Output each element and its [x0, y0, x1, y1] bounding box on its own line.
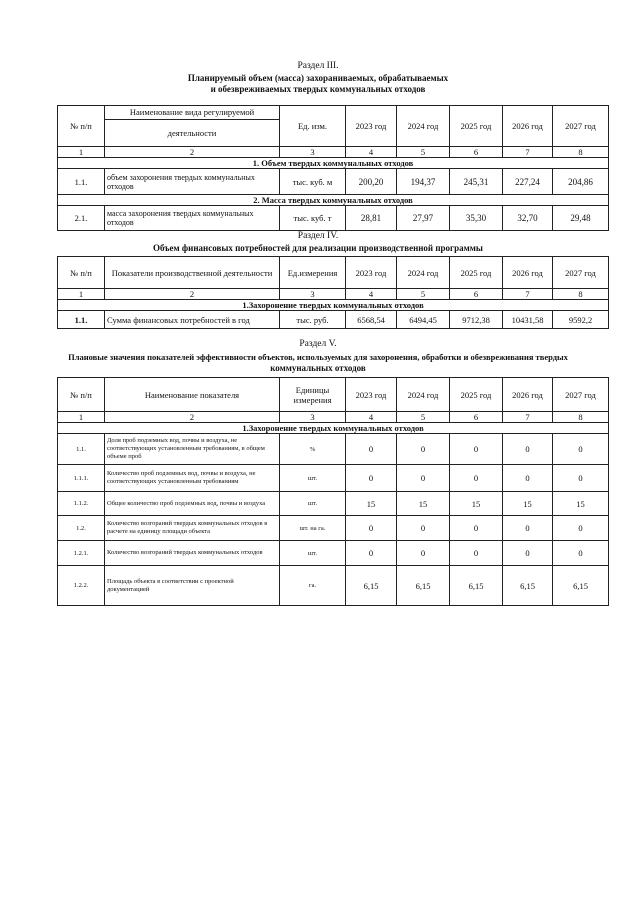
row-num: 1.1.: [58, 434, 105, 465]
value-2025: 0: [450, 434, 503, 465]
value-2025: 9712,38: [450, 311, 503, 329]
value-2025: 0: [450, 516, 503, 541]
value-2027: 0: [553, 516, 609, 541]
row-name: Сумма финансовых потребностей в год: [105, 311, 280, 329]
value-2025: 35,30: [450, 206, 503, 231]
value-2025: 0: [450, 465, 503, 492]
table-row: [58, 566, 609, 606]
section3-heading: Раздел III.: [297, 61, 339, 71]
col-2026-header: 2026 год: [503, 378, 553, 412]
col-unit-header: Единицы измерения: [280, 378, 346, 412]
col-name-header: [105, 106, 280, 147]
row-num: 1.2.1.: [58, 541, 105, 566]
value-2024: 0: [397, 465, 450, 492]
group-row: [58, 195, 609, 206]
section5-title-line2: коммунальных отходов: [270, 363, 366, 373]
index-cell: 4: [346, 147, 397, 158]
index-cell: 5: [397, 412, 450, 423]
index-cell: 6: [450, 147, 503, 158]
index-cell: 5: [397, 147, 450, 158]
value-2026: 32,70: [503, 206, 553, 231]
row-unit: шт. на га.: [280, 516, 346, 541]
row-name: Количество возгораний твердых коммунальных отходов: [105, 541, 280, 566]
value-2024: 194,37: [397, 169, 450, 195]
col-name-header-top: Наименование вида регулируемой: [105, 106, 279, 120]
col-name-header: Наименование показателя: [105, 378, 280, 412]
value-2026: 227,24: [503, 169, 553, 195]
row-name: Количество проб подземных вод, почвы и воздуха, не соответствующих установленным требованиям: [105, 465, 280, 492]
index-row: [58, 412, 609, 423]
table-row: [58, 311, 609, 329]
table-row: [58, 434, 609, 465]
value-2025: 0: [450, 541, 503, 566]
value-2024: 6494,45: [397, 311, 450, 329]
value-2026: 0: [503, 434, 553, 465]
table-row: [58, 206, 609, 231]
value-2023: 6,15: [346, 566, 397, 606]
section3-title-line2: и обезвреживаемых твердых коммунальных отходов: [210, 84, 426, 94]
col-name-header-bottom: деятельности: [167, 128, 217, 138]
table-header-row: [58, 257, 609, 289]
value-2024: 0: [397, 541, 450, 566]
value-2023: 15: [346, 492, 397, 516]
index-cell: 5: [397, 289, 450, 300]
col-2025-header: 2025 год: [450, 257, 503, 289]
index-row: [58, 289, 609, 300]
index-cell: 1: [58, 147, 105, 158]
table-row: [58, 541, 609, 566]
group-title: 1. Объем твердых коммунальных отходов: [58, 158, 609, 169]
group-title: 1.Захоронение твердых коммунальных отходов: [58, 300, 609, 311]
value-2024: 0: [397, 434, 450, 465]
row-name: Доля проб подземных вод, почвы и воздуха, не соответствующих установленным требованиям, в общем объеме проб: [105, 434, 280, 465]
value-2026: 0: [503, 516, 553, 541]
value-2026: 10431,58: [503, 311, 553, 329]
index-cell: 3: [280, 412, 346, 423]
value-2027: 0: [553, 434, 609, 465]
col-2024-header: 2024 год: [397, 257, 450, 289]
section3-title-line1: Планируемый объем (масса) захораниваемых, обрабатываемых: [187, 73, 449, 83]
col-num-header: № п/п: [58, 257, 105, 289]
row-name: Общее количество проб подземных вод, почвы и воздуха: [105, 492, 280, 516]
table-row: [58, 169, 609, 195]
col-2023-header: 2023 год: [346, 378, 397, 412]
row-unit: шт.: [280, 465, 346, 492]
value-2026: 0: [503, 465, 553, 492]
row-num: 1.1.1.: [58, 465, 105, 492]
value-2024: 0: [397, 516, 450, 541]
row-unit: шт.: [280, 541, 346, 566]
group-row: [58, 300, 609, 311]
index-cell: 1: [58, 412, 105, 423]
value-2025: 15: [450, 492, 503, 516]
row-num: 1.1.2.: [58, 492, 105, 516]
value-2026: 0: [503, 541, 553, 566]
index-cell: 8: [553, 147, 609, 158]
value-2027: 9592,2: [553, 311, 609, 329]
col-2024-header: 2024 год: [397, 378, 450, 412]
value-2027: 6,15: [553, 566, 609, 606]
table-row: [58, 492, 609, 516]
value-2027: 15: [553, 492, 609, 516]
value-2023: 0: [346, 516, 397, 541]
index-cell: 6: [450, 412, 503, 423]
col-2023-header: 2023 год: [346, 106, 397, 147]
row-unit: тыс. руб.: [280, 311, 346, 329]
value-2024: 15: [397, 492, 450, 516]
row-num: 1.1.: [58, 169, 105, 195]
value-2023: 200,20: [346, 169, 397, 195]
col-2027-header: 2027 год: [553, 378, 609, 412]
value-2025: 6,15: [450, 566, 503, 606]
col-name-header: Показатели производственной деятельности: [105, 257, 280, 289]
table-header-row: [58, 106, 609, 147]
row-unit: шт.: [280, 492, 346, 516]
row-unit: тыс. куб. т: [280, 206, 346, 231]
value-2027: 29,48: [553, 206, 609, 231]
section5-title-line1: Плановые значения показателей эффективности объектов, используемых для захоронения, обработки и обезвреживания твердых: [68, 352, 568, 362]
index-cell: 7: [503, 147, 553, 158]
value-2026: 6,15: [503, 566, 553, 606]
value-2027: 0: [553, 541, 609, 566]
value-2023: 6568,54: [346, 311, 397, 329]
col-num-header: № п/п: [58, 106, 105, 147]
section4-table: [57, 256, 609, 329]
row-name: Количество возгораний твердых коммунальных отходов в расчете на единицу площади объекта: [105, 516, 280, 541]
col-unit-header: Ед.измерения: [280, 257, 346, 289]
index-cell: 7: [503, 289, 553, 300]
col-2023-header: 2023 год: [346, 257, 397, 289]
col-2026-header: 2026 год: [503, 257, 553, 289]
value-2026: 15: [503, 492, 553, 516]
col-unit-header: Ед. изм.: [280, 106, 346, 147]
index-cell: 8: [553, 289, 609, 300]
col-2025-header: 2025 год: [450, 106, 503, 147]
col-2025-header: 2025 год: [450, 378, 503, 412]
section4-heading: Раздел IV.: [297, 231, 339, 241]
row-unit: га.: [280, 566, 346, 606]
section4-title: Объем финансовых потребностей для реализации производственной программы: [153, 243, 483, 253]
row-unit: %: [280, 434, 346, 465]
table-row: [58, 516, 609, 541]
index-cell: 4: [346, 289, 397, 300]
col-2027-header: 2027 год: [553, 257, 609, 289]
index-cell: 6: [450, 289, 503, 300]
table-header-row: [58, 378, 609, 412]
index-cell: 2: [105, 412, 280, 423]
index-cell: 4: [346, 412, 397, 423]
row-num: 1.1.: [58, 311, 105, 329]
group-row: [58, 423, 609, 434]
row-unit: тыс. куб. м: [280, 169, 346, 195]
group-title: 2. Масса твердых коммунальных отходов: [58, 195, 609, 206]
row-name: Площадь объекта в соответствии с проектной документацией: [105, 566, 280, 606]
group-title: 1.Захоронение твердых коммунальных отходов: [58, 423, 609, 434]
row-name: масса захоронения твердых коммунальных отходов: [105, 206, 280, 231]
index-cell: 2: [105, 289, 280, 300]
row-num: 1.2.: [58, 516, 105, 541]
col-2027-header: 2027 год: [553, 106, 609, 147]
value-2023: 0: [346, 465, 397, 492]
section3-table: [57, 105, 609, 231]
index-cell: 2: [105, 147, 280, 158]
index-cell: 8: [553, 412, 609, 423]
row-num: 2.1.: [58, 206, 105, 231]
row-name: объем захоронения твердых коммунальных отходов: [105, 169, 280, 195]
index-row: [58, 147, 609, 158]
value-2027: 0: [553, 465, 609, 492]
col-2026-header: 2026 год: [503, 106, 553, 147]
col-num-header: № п/п: [58, 378, 105, 412]
index-cell: 1: [58, 289, 105, 300]
value-2025: 245,31: [450, 169, 503, 195]
value-2023: 28,81: [346, 206, 397, 231]
index-cell: 3: [280, 147, 346, 158]
value-2024: 6,15: [397, 566, 450, 606]
index-cell: 3: [280, 289, 346, 300]
value-2023: 0: [346, 541, 397, 566]
value-2023: 0: [346, 434, 397, 465]
index-cell: 7: [503, 412, 553, 423]
group-row: [58, 158, 609, 169]
col-2024-header: 2024 год: [397, 106, 450, 147]
row-num: 1.2.2.: [58, 566, 105, 606]
value-2024: 27,97: [397, 206, 450, 231]
table-row: [58, 465, 609, 492]
section5-heading: Раздел V.: [299, 339, 337, 349]
value-2027: 204,86: [553, 169, 609, 195]
section5-table: [57, 377, 609, 606]
